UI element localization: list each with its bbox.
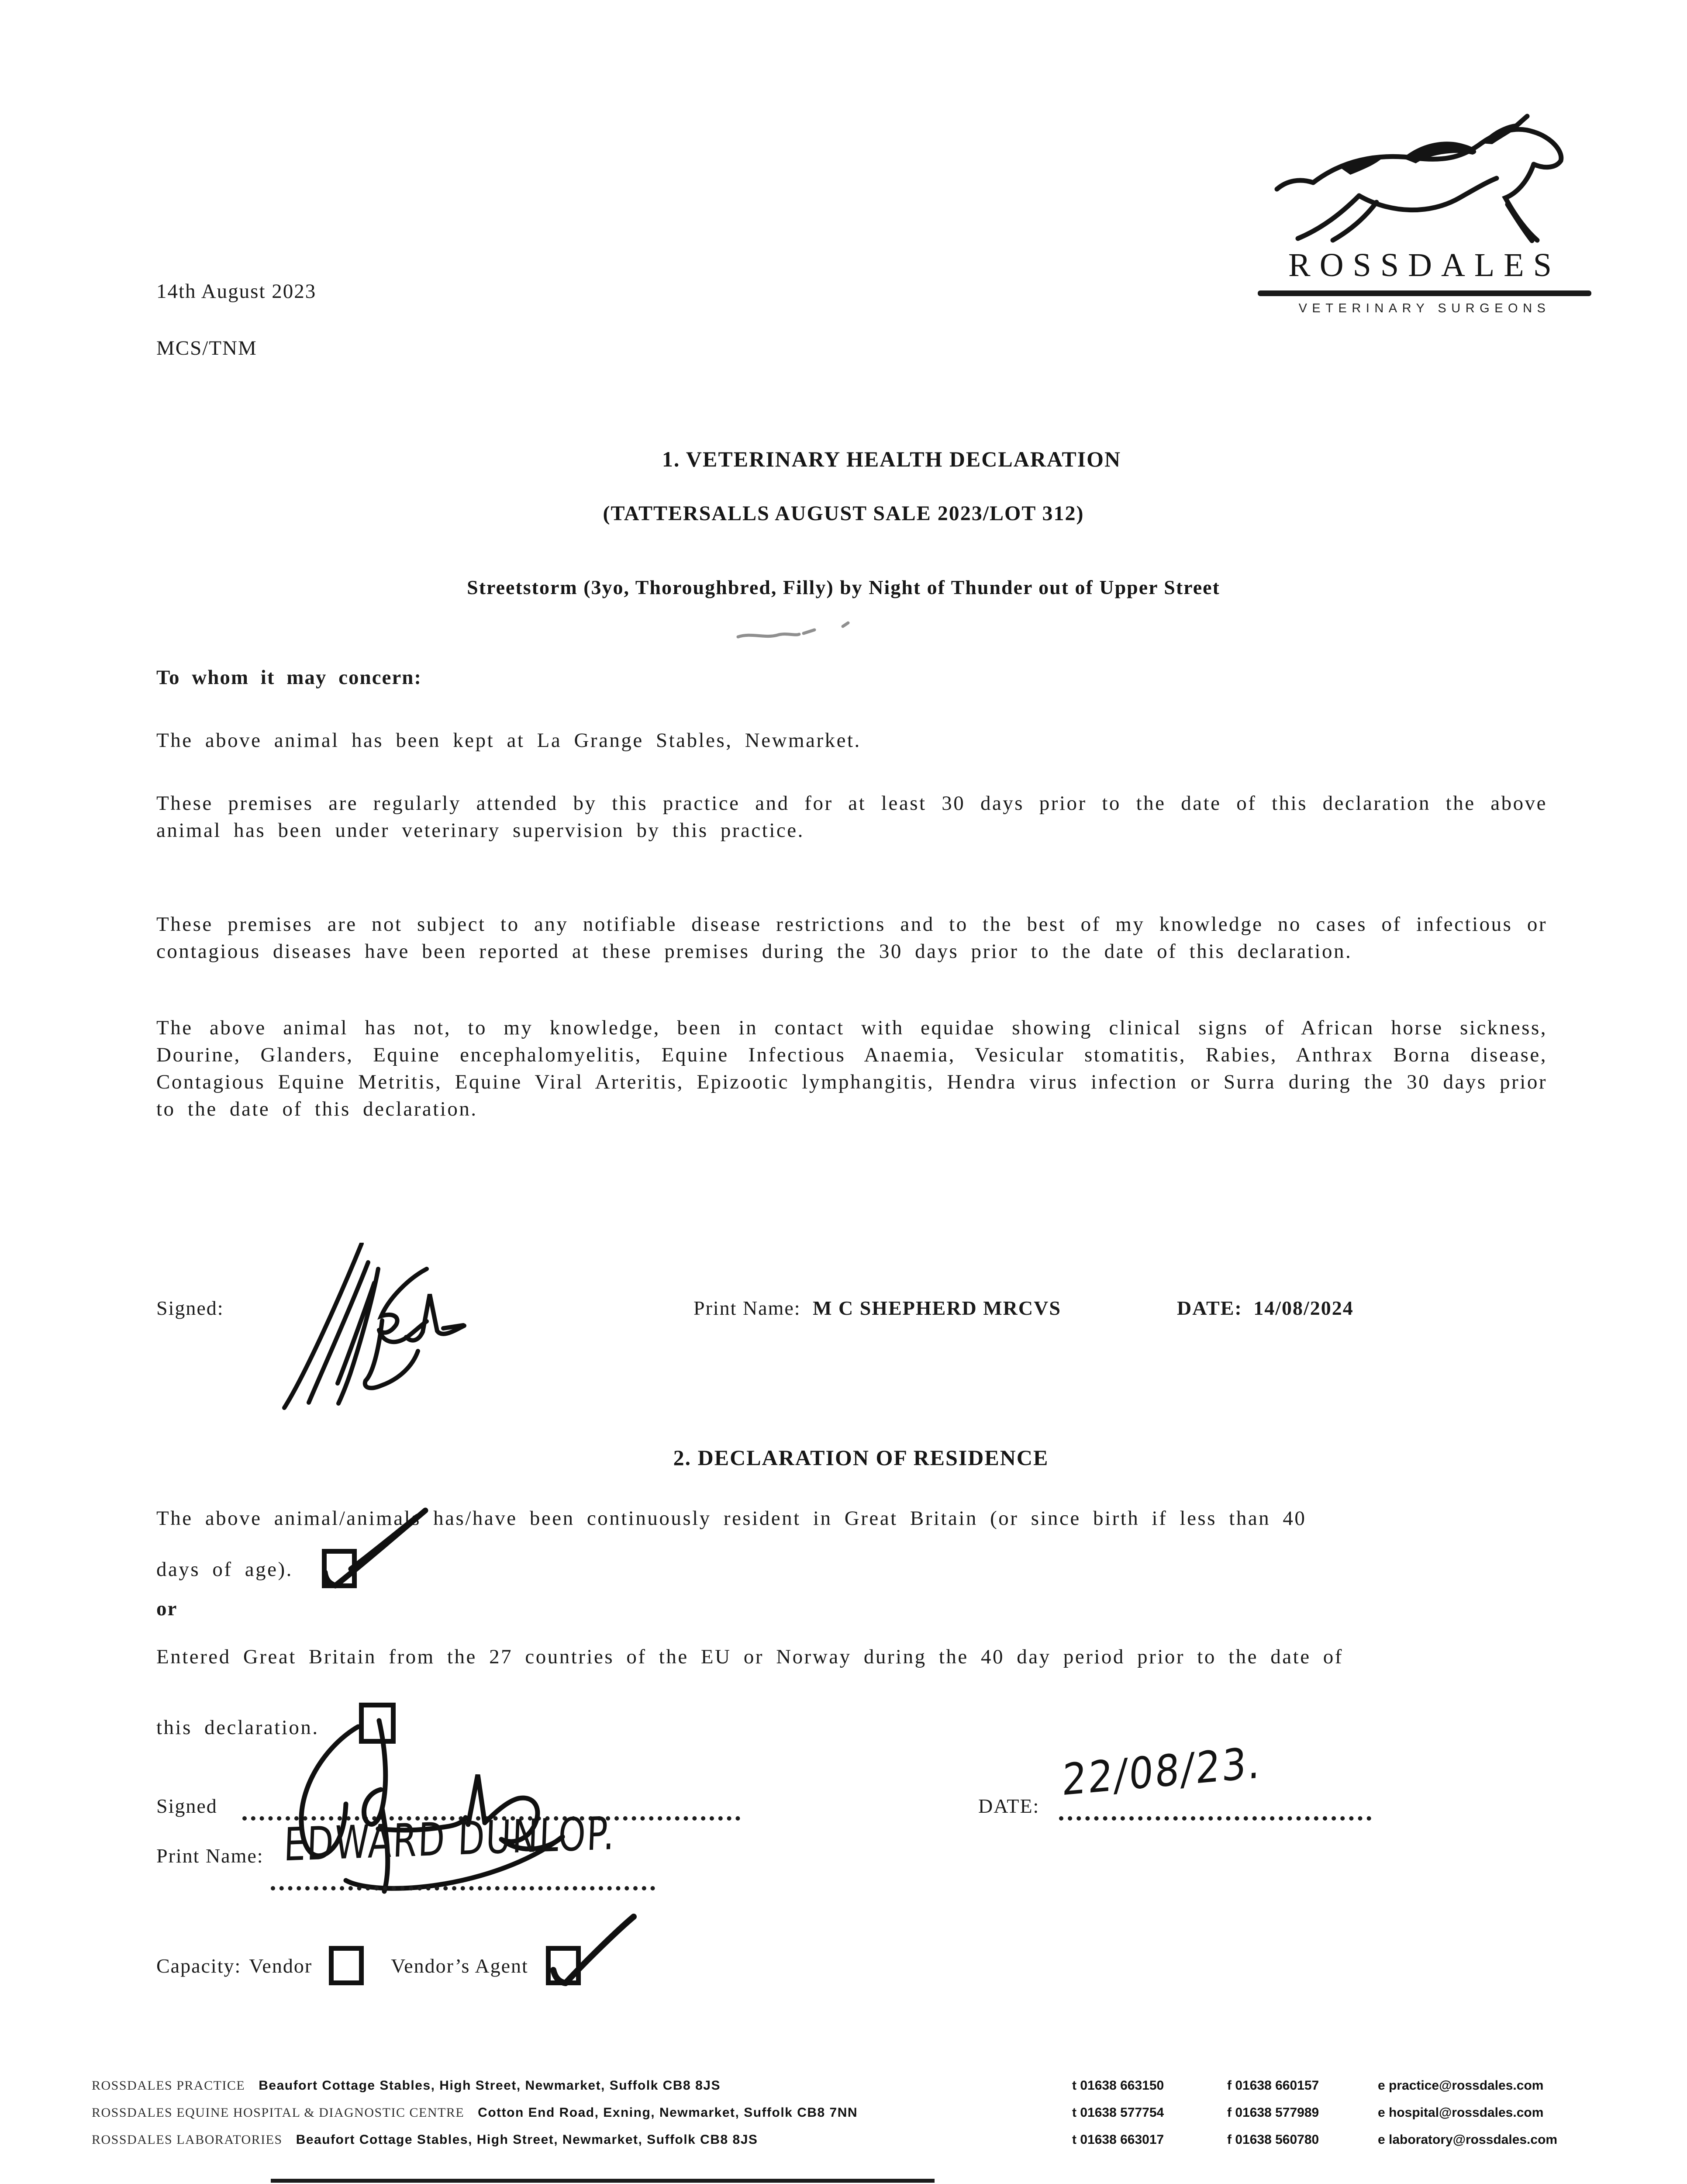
footer-row — [0, 2105, 1687, 2128]
subject-line: Streetstorm (3yo, Thoroughbred, Filly) by Night of Thunder out of Upper Street — [467, 576, 1220, 598]
agent-signed-label: Signed — [156, 1795, 217, 1817]
salutation: To whom it may concern: — [156, 666, 422, 689]
footer-hospital-fax: f 01638 577989 — [1227, 2105, 1319, 2120]
vet-signature — [255, 1243, 561, 1431]
vet-date-value: 14/08/2024 — [1253, 1297, 1354, 1319]
footer-practice-name — [92, 2078, 721, 2093]
footer-row — [0, 2132, 1687, 2155]
footer-lab-tel: t 01638 663017 — [1072, 2132, 1164, 2147]
vet-print-name-label: Print Name: — [693, 1297, 801, 1319]
scan-edge-artifact — [271, 2179, 935, 2183]
agent-checkbox — [546, 1946, 581, 1985]
section1-heading: 1. VETERINARY HEALTH DECLARATION — [662, 447, 1121, 471]
footer-lab-name — [92, 2132, 758, 2147]
footer-hospital-label: ROSSDALES EQUINE HOSPITAL & DIAGNOSTIC CENTRE — [92, 2105, 465, 2120]
agent-date-label: DATE: — [978, 1795, 1040, 1817]
agent-print-name-label: Print Name: — [156, 1845, 264, 1867]
resident-option-line1: The above animal/animals has/have been continuously resident in Great Britain (or since birth if less than 40 — [156, 1507, 1307, 1530]
handwritten-name: EDWARD DUNLOP. — [283, 1807, 617, 1872]
footer-lab-label: ROSSDALES LABORATORIES — [92, 2132, 283, 2147]
footer-row — [0, 2078, 1687, 2101]
footer-practice-email: e practice@rossdales.com — [1378, 2078, 1544, 2093]
section1-subheading: (TATTERSALLS AUGUST SALE 2023/LOT 312) — [603, 502, 1084, 525]
entered-option-line1: Entered Great Britain from the 27 countries of the EU or Norway during the 40 day period prior to the date of — [156, 1645, 1343, 1668]
print-name-line — [271, 1886, 655, 1890]
agent-tick-icon — [547, 1912, 641, 1989]
date-line — [1059, 1816, 1371, 1821]
footer-hospital-email: e hospital@rossdales.com — [1378, 2105, 1544, 2120]
capacity-row — [156, 1946, 581, 1985]
vet-signed-label: Signed: — [156, 1297, 224, 1319]
resident-option-line2: days of age). — [156, 1558, 293, 1581]
vet-date-row — [1177, 1296, 1354, 1320]
footer-hospital-name — [92, 2105, 858, 2120]
footer-hospital-address: Cotton End Road, Exning, Newmarket, Suffolk CB8 7NN — [478, 2105, 858, 2120]
vendor-checkbox — [329, 1946, 364, 1985]
ink-smudge-artifact — [734, 620, 878, 651]
logo-tagline: VETERINARY SURGEONS — [1298, 301, 1551, 315]
horse-logo-icon — [1272, 113, 1577, 244]
vet-print-name: M C SHEPHERD MRCVS — [813, 1297, 1061, 1319]
logo-wordmark: ROSSDALES — [1288, 247, 1561, 283]
footer-lab-address: Beaufort Cottage Stables, High Street, Newmarket, Suffolk CB8 8JS — [296, 2132, 758, 2147]
footer-lab-fax: f 01638 560780 — [1227, 2132, 1319, 2147]
footer-lab-email: e laboratory@rossdales.com — [1378, 2132, 1558, 2147]
handwritten-date: 22/08/23. — [1061, 1737, 1263, 1805]
declaration-paragraph-4: The above animal has not, to my knowledge, been in contact with equidae showing clinical signs of African horse sickness, Dourine, Glanders, Equine encephalomyelitis, Equine Infectious Anaemia, Vesicular stomatitis, Rabies, Anthrax Borna disease, Contagious Equine Metritis, Equine Viral Arteritis, Epizootic lymphangitis, Hendra virus infection or Surra during the 30 days prior to the date of this declaration. — [156, 1016, 1547, 1120]
letterhead-date: 14th August 2023 — [156, 280, 317, 303]
or-label: or — [156, 1597, 178, 1620]
vet-date-label: DATE: — [1177, 1297, 1242, 1319]
declaration-paragraph-2: These premises are regularly attended by this practice and for at least 30 days prior to the date of this declaration the above animal has been under veterinary supervision by this practice. — [156, 792, 1547, 842]
vendor-label: Vendor — [249, 1954, 313, 1977]
capacity-label: Capacity: — [156, 1954, 241, 1977]
resident-tick-icon — [302, 1503, 433, 1597]
letterhead-reference: MCS/TNM — [156, 337, 257, 359]
rossdales-logo — [1254, 113, 1595, 316]
agent-label: Vendor’s Agent — [391, 1954, 528, 1977]
entered-option-line2: this declaration. — [156, 1716, 319, 1739]
footer-practice-address: Beaufort Cottage Stables, High Street, Newmarket, Suffolk CB8 8JS — [259, 2078, 721, 2093]
footer-practice-tel: t 01638 663150 — [1072, 2078, 1164, 2093]
logo-rule — [1258, 290, 1591, 296]
section2-heading: 2. DECLARATION OF RESIDENCE — [673, 1445, 1049, 1470]
vet-print-name-row — [693, 1296, 1061, 1320]
declaration-paragraph-3: These premises are not subject to any notifiable disease restrictions and to the best of my knowledge no cases of infectious or contagious diseases have been reported at these premises during the 30 days prior to the date of this declaration. — [156, 913, 1547, 963]
footer-practice-fax: f 01638 660157 — [1227, 2078, 1319, 2093]
footer-practice-label: ROSSDALES PRACTICE — [92, 2078, 245, 2093]
footer-hospital-tel: t 01638 577754 — [1072, 2105, 1164, 2120]
declaration-paragraph-1: The above animal has been kept at La Grange Stables, Newmarket. — [156, 729, 861, 752]
